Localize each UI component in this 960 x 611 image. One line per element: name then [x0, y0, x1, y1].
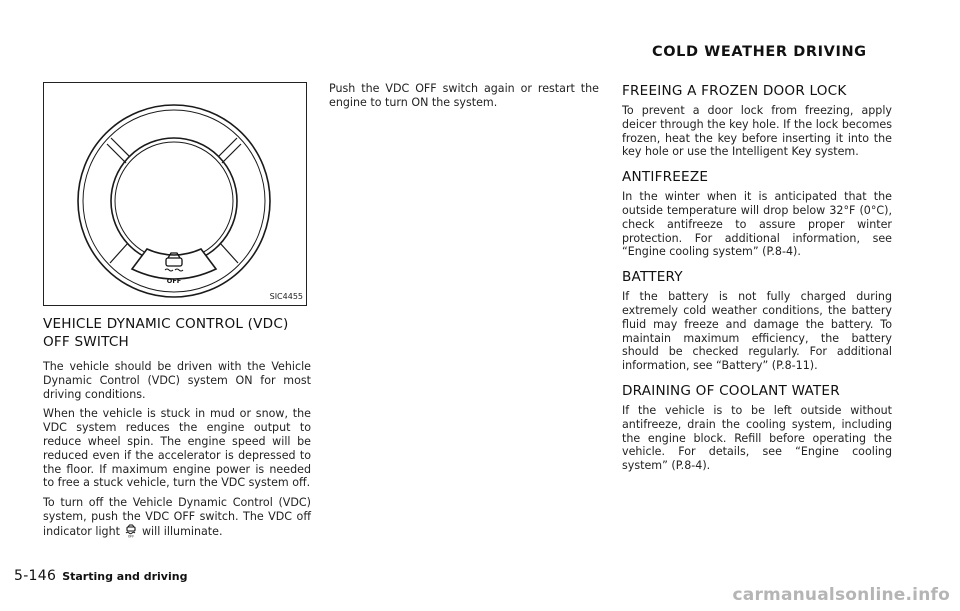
section-heading-antifreeze: ANTIFREEZE [622, 169, 709, 186]
section-heading-frozen-lock: FREEING A FROZEN DOOR LOCK [622, 83, 847, 99]
middle-column [329, 82, 599, 110]
vdc-switch-figure [43, 82, 307, 306]
vdc-off-indicator-icon [124, 524, 138, 538]
page-number: 5-146 [14, 568, 57, 584]
vdc-paragraph-3-after: will illuminate. [141, 524, 223, 538]
vdc-paragraph-3 [43, 496, 311, 538]
vdc-switch-illustration [44, 83, 308, 307]
left-column [43, 315, 311, 545]
right-column [622, 82, 892, 473]
vdc-off-heading: VEHICLE DYNAMIC CONTROL (VDC) OFF SWITCH [43, 316, 289, 350]
footer-section-name: Starting and driving [62, 570, 188, 583]
switch-off-label: OFF [166, 277, 182, 285]
page-footer [14, 565, 187, 584]
watermark: carmanualsonline.info [732, 585, 950, 605]
svg-text:OFF: OFF [127, 534, 135, 538]
vdc-paragraph-2: When the vehicle is stuck in mud or snow, the VDC system reduces the engine output to reduce wheel spin. The engine speed will be reduced even if the accelerator is depressed to the floor. If maximum engine power is needed to free a stuck vehicle, turn the VDC system off. [43, 407, 311, 490]
section-text-coolant: If the vehicle is to be left outside without antifreeze, drain the cooling system, including the engine block. Refill before operating the vehicle. For details, see “Engine cooling system” (P.8-4). [622, 403, 892, 473]
vdc-paragraph-3-before: To turn off the Vehicle Dynamic Control (VDC) system, push the VDC OFF switch. The VDC off indicator light [43, 496, 311, 538]
figure-code: SIC4455 [269, 292, 303, 301]
section-text-frozen-lock: To prevent a door lock from freezing, apply deicer through the key hole. If the lock becomes frozen, heat the key before inserting it into the key hole or use the Intelligent Key system. [622, 104, 892, 159]
section-heading-battery: BATTERY [622, 269, 683, 286]
running-head: COLD WEATHER DRIVING [652, 44, 867, 60]
vdc-paragraph-1: The vehicle should be driven with the Vehicle Dynamic Control (VDC) system ON for most driving conditions. [43, 360, 311, 401]
vdc-restart-paragraph: Push the VDC OFF switch again or restart the engine to turn ON the system. [329, 82, 599, 109]
section-heading-coolant: DRAINING OF COOLANT WATER [622, 382, 840, 399]
section-text-antifreeze: In the winter when it is anticipated that the outside temperature will drop below 32°F (0°C), check antifreeze to assure proper winter protection. For additional information, see “Engine cooling system” (P.8-4). [622, 190, 892, 259]
section-text-battery: If the battery is not fully charged during extremely cold weather conditions, the battery fluid may freeze and damage the battery. To maintain maximum efficiency, the battery should be checked regularly. For additional information, see “Battery” (P.8-11). [622, 290, 892, 373]
